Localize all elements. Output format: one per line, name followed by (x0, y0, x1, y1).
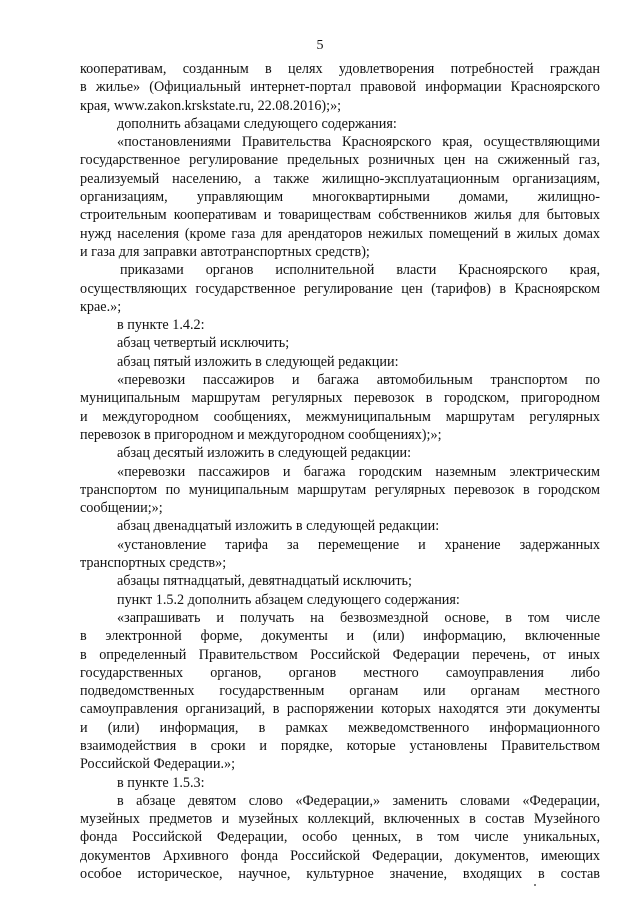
text-line: в электронной форме, документы и (или) информацию, включенные (80, 628, 600, 645)
text-line: пункт 1.5.2 дополнить абзацем следующего содержания: (117, 591, 460, 608)
text-line: абзац пятый изложить в следующей редакции: (117, 353, 399, 370)
text-line: в определенный Правительством Российской Федерации перечень, от иных (80, 646, 600, 663)
text-line: в пункте 1.4.2: (117, 317, 205, 334)
text-line: абзац двенадцатый изложить в следующей редакции: (117, 518, 440, 535)
text-line: и (или) информация, в рамках межведомственного информационного (80, 719, 600, 736)
page-number: 5 (316, 38, 324, 53)
text-line: музейных предметов и музейных коллекций, включенных в состав Музейного (80, 811, 600, 828)
text-line: крае.»; (80, 298, 122, 315)
text-line: дополнить абзацами следующего содержания: (117, 115, 397, 132)
text-line: особое историческое, научное, культурное значение, входящих в состав (80, 866, 600, 883)
text-line: кооперативам, созданным в целях удовлетворения потребностей граждан (80, 61, 600, 77)
text-line: «перевозки пассажиров и багажа городским наземным электрическим (117, 463, 600, 480)
document-body (80, 60, 600, 883)
text-line: Российской Федерации.»; (80, 756, 236, 773)
text-line: в пункте 1.5.3: (117, 774, 205, 791)
text-line: взаимодействия в сроки и порядке, которые установлены Правительством (80, 737, 600, 754)
text-line: сообщении;»; (80, 500, 163, 517)
text-line: государственное регулирование предельных розничных цен на сжиженный газ, (80, 152, 600, 169)
text-line: и междугородном сообщениях, межмуниципальным маршрутам регулярных (80, 408, 600, 425)
text-line: нужд населения (кроме газа для арендаторов нежилых помещений в жилых домах (80, 225, 600, 242)
text-line: осуществляющих государственное регулирование цен (тарифов) в Красноярском (80, 280, 600, 297)
text-line: подведомственных государственным органам или органам местного (80, 683, 600, 700)
text-line: документов Архивного фонда Российской Федерации, документов, имеющих (80, 847, 600, 864)
text-line: государственных органов, органов местного самоуправления либо (80, 664, 600, 681)
text-line: самоуправления организаций, в распоряжении которых находятся эти документы (80, 701, 600, 718)
text-line: и газа для заправки автотранспортных средств); (80, 243, 370, 260)
text-line: в жилье» (Официальный интернет-портал правовой информации Красноярского (80, 79, 600, 96)
text-line: абзац четвертый исключить; (117, 335, 290, 352)
text-line: приказами органов исполнительной власти Красноярского края, (120, 262, 600, 279)
text-line: транспортных средств»; (80, 555, 227, 572)
text-line: «перевозки пассажиров и багажа автомобильным транспортом по (117, 372, 600, 389)
text-line: абзацы пятнадцатый, девятнадцатый исключить; (117, 573, 412, 590)
text-line: «установление тарифа за перемещение и хранение задержанных (117, 536, 600, 553)
text-line: «постановлениями Правительства Красноярского края, осуществляющими (117, 134, 600, 151)
text-line: транспортом по муниципальным маршрутам регулярных перевозок в городском (80, 481, 600, 498)
text-line: «запрашивать и получать на безвозмездной основе, в том числе (117, 609, 600, 626)
text-line: муниципальным маршрутам регулярных перевозок в городском, пригородном (80, 390, 600, 407)
text-line: перевозок в пригородном и междугородном сообщениях);»; (80, 426, 442, 443)
text-line: в абзаце девятом слово «Федерации,» заменить словами «Федерации, (117, 792, 600, 809)
text-line: строительным кооперативам и товариществам собственников жилья для бытовых (80, 207, 600, 224)
text-line: абзац десятый изложить в следующей редакции: (117, 445, 412, 462)
scan-dot (534, 884, 536, 886)
text-line: организациям, управляющим многоквартирными домами, жилищно- (80, 189, 600, 206)
text-line: реализуемый населению, а также жилищно-эксплуатационным организациям, (80, 170, 600, 187)
text-line: фонда Российской Федерации, особо ценных, в том числе уникальных, (80, 829, 600, 846)
text-line: края, www.zakon.krskstate.ru, 22.08.2016);»; (80, 97, 342, 114)
